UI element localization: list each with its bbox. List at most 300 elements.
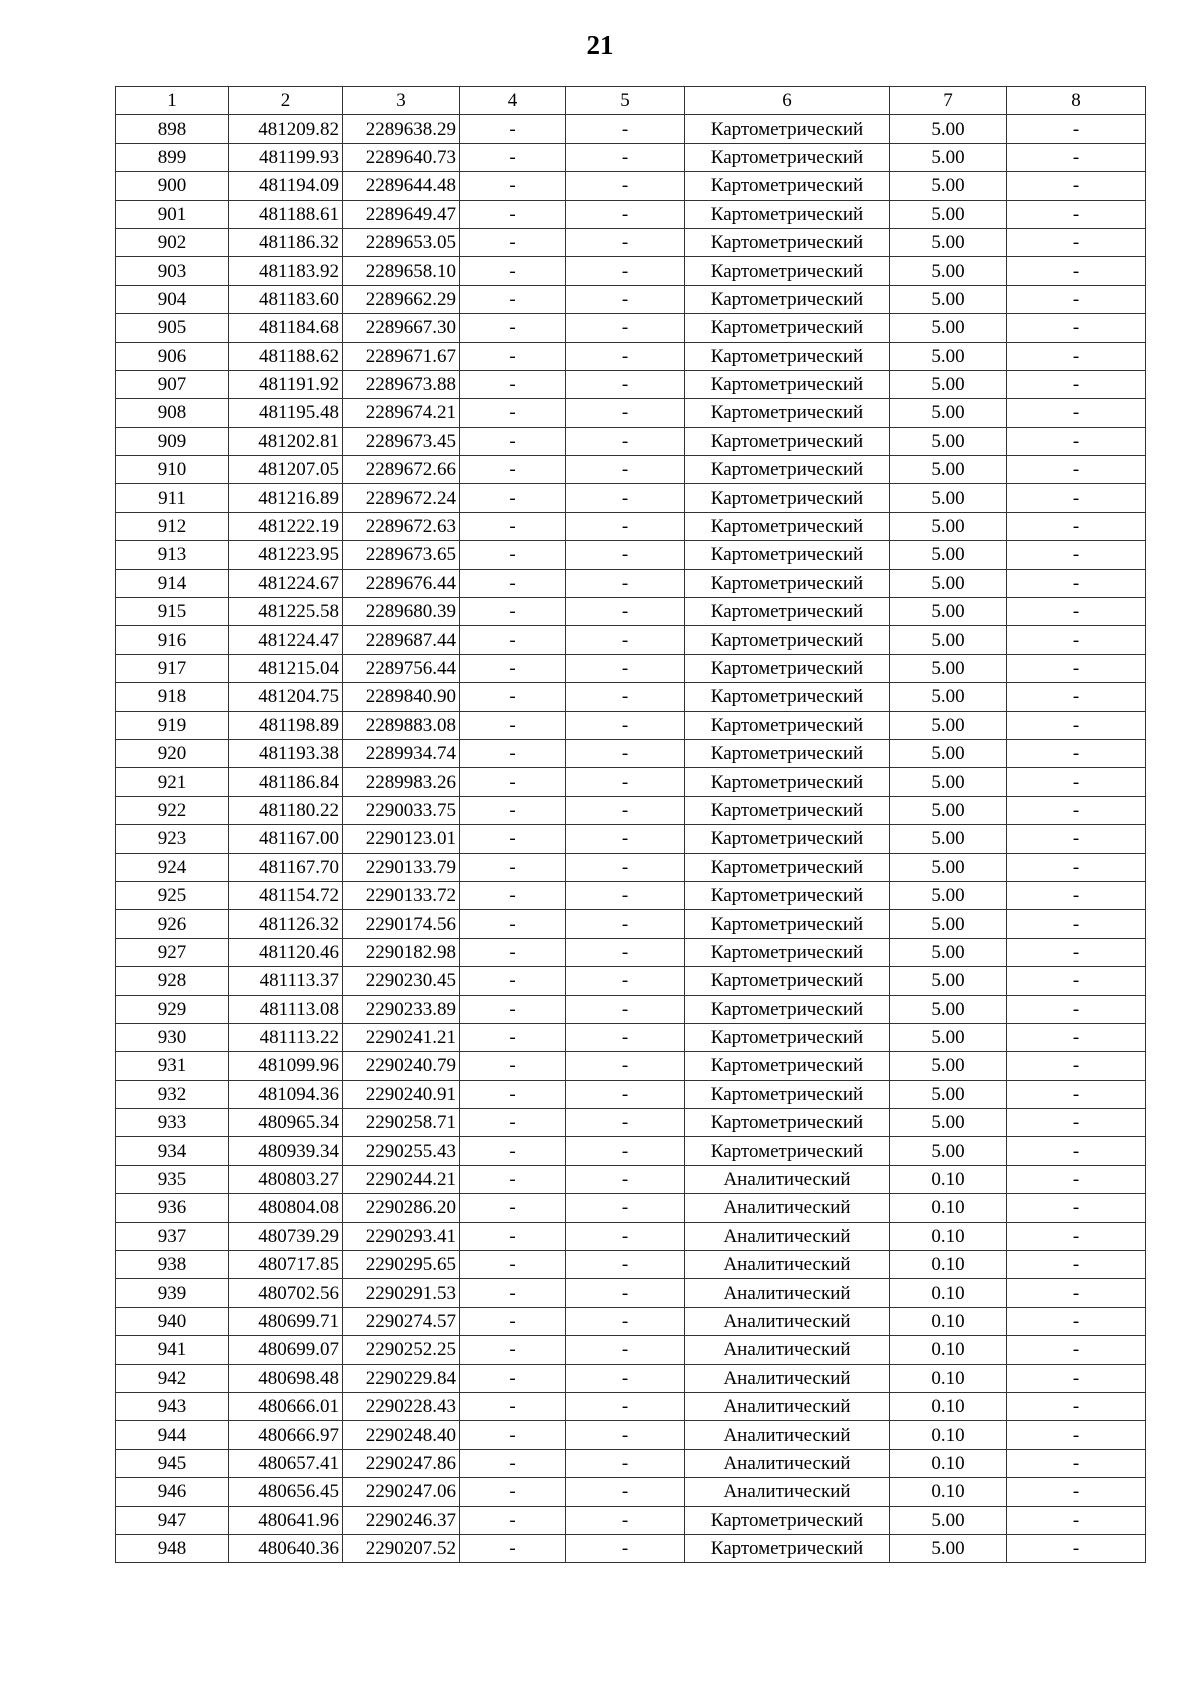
cell-col-8: - [1007, 938, 1146, 966]
cell-col-8: - [1007, 200, 1146, 228]
cell-point-number: 905 [116, 314, 229, 342]
cell-method: Аналитический [685, 1364, 890, 1392]
cell-col-4: - [460, 881, 566, 909]
table-row [116, 1364, 1146, 1392]
cell-coord-y: 2290228.43 [343, 1392, 460, 1420]
cell-method: Картометрический [685, 115, 890, 143]
cell-coord-x: 480717.85 [229, 1251, 343, 1279]
cell-coord-x: 481180.22 [229, 796, 343, 824]
cell-col-5: - [566, 1534, 685, 1562]
cell-point-number: 913 [116, 541, 229, 569]
cell-col-8: - [1007, 456, 1146, 484]
cell-col-4: - [460, 1194, 566, 1222]
cell-col-8: - [1007, 172, 1146, 200]
cell-coord-x: 480698.48 [229, 1364, 343, 1392]
cell-col-4: - [460, 654, 566, 682]
cell-method: Картометрический [685, 314, 890, 342]
cell-accuracy: 0.10 [890, 1421, 1007, 1449]
cell-col-5: - [566, 1052, 685, 1080]
cell-col-5: - [566, 143, 685, 171]
cell-col-5: - [566, 825, 685, 853]
cell-point-number: 948 [116, 1534, 229, 1562]
cell-coord-y: 2289687.44 [343, 626, 460, 654]
cell-coord-x: 481183.60 [229, 285, 343, 313]
cell-accuracy: 5.00 [890, 314, 1007, 342]
cell-col-8: - [1007, 598, 1146, 626]
table-row [116, 200, 1146, 228]
cell-col-4: - [460, 342, 566, 370]
cell-method: Картометрический [685, 796, 890, 824]
table-row [116, 1506, 1146, 1534]
cell-col-5: - [566, 257, 685, 285]
cell-coord-y: 2289672.63 [343, 512, 460, 540]
cell-col-4: - [460, 115, 566, 143]
column-header-3: 3 [343, 87, 460, 115]
cell-coord-x: 481224.47 [229, 626, 343, 654]
cell-accuracy: 5.00 [890, 257, 1007, 285]
cell-coord-x: 481215.04 [229, 654, 343, 682]
cell-col-4: - [460, 1109, 566, 1137]
cell-point-number: 946 [116, 1478, 229, 1506]
cell-accuracy: 5.00 [890, 541, 1007, 569]
cell-coord-x: 481167.70 [229, 853, 343, 881]
table-row [116, 1052, 1146, 1080]
table-row [116, 541, 1146, 569]
cell-col-4: - [460, 796, 566, 824]
cell-method: Аналитический [685, 1279, 890, 1307]
cell-coord-x: 481120.46 [229, 938, 343, 966]
table-row [116, 881, 1146, 909]
cell-col-5: - [566, 711, 685, 739]
cell-point-number: 925 [116, 881, 229, 909]
cell-coord-x: 481188.62 [229, 342, 343, 370]
cell-col-5: - [566, 796, 685, 824]
cell-coord-x: 481195.48 [229, 399, 343, 427]
cell-col-5: - [566, 853, 685, 881]
cell-col-8: - [1007, 257, 1146, 285]
cell-accuracy: 5.00 [890, 1109, 1007, 1137]
cell-accuracy: 0.10 [890, 1165, 1007, 1193]
cell-col-8: - [1007, 1478, 1146, 1506]
cell-method: Картометрический [685, 569, 890, 597]
cell-coord-y: 2289934.74 [343, 739, 460, 767]
cell-col-4: - [460, 399, 566, 427]
cell-method: Картометрический [685, 938, 890, 966]
cell-accuracy: 5.00 [890, 342, 1007, 370]
cell-method: Картометрический [685, 228, 890, 256]
cell-point-number: 919 [116, 711, 229, 739]
cell-col-8: - [1007, 683, 1146, 711]
cell-accuracy: 5.00 [890, 853, 1007, 881]
cell-col-4: - [460, 598, 566, 626]
cell-col-5: - [566, 1307, 685, 1335]
cell-col-4: - [460, 1449, 566, 1477]
cell-method: Аналитический [685, 1478, 890, 1506]
cell-col-8: - [1007, 711, 1146, 739]
cell-col-8: - [1007, 1534, 1146, 1562]
cell-method: Аналитический [685, 1165, 890, 1193]
cell-coord-y: 2290255.43 [343, 1137, 460, 1165]
cell-method: Картометрический [685, 853, 890, 881]
cell-method: Картометрический [685, 825, 890, 853]
table-row [116, 484, 1146, 512]
table-row [116, 796, 1146, 824]
cell-col-5: - [566, 1137, 685, 1165]
cell-coord-x: 481202.81 [229, 427, 343, 455]
cell-point-number: 931 [116, 1052, 229, 1080]
cell-col-4: - [460, 626, 566, 654]
cell-point-number: 911 [116, 484, 229, 512]
cell-method: Картометрический [685, 484, 890, 512]
cell-col-4: - [460, 967, 566, 995]
cell-accuracy: 5.00 [890, 654, 1007, 682]
cell-point-number: 936 [116, 1194, 229, 1222]
cell-accuracy: 0.10 [890, 1279, 1007, 1307]
cell-method: Картометрический [685, 598, 890, 626]
cell-col-5: - [566, 172, 685, 200]
cell-col-5: - [566, 910, 685, 938]
cell-method: Картометрический [685, 172, 890, 200]
cell-coord-y: 2290133.72 [343, 881, 460, 909]
cell-method: Аналитический [685, 1392, 890, 1420]
cell-coord-y: 2289662.29 [343, 285, 460, 313]
cell-col-5: - [566, 739, 685, 767]
table-row [116, 342, 1146, 370]
cell-accuracy: 5.00 [890, 796, 1007, 824]
table-row [116, 910, 1146, 938]
cell-coord-y: 2290229.84 [343, 1364, 460, 1392]
cell-col-4: - [460, 1080, 566, 1108]
cell-point-number: 921 [116, 768, 229, 796]
cell-col-8: - [1007, 881, 1146, 909]
cell-point-number: 922 [116, 796, 229, 824]
cell-col-8: - [1007, 143, 1146, 171]
header-row [116, 87, 1146, 115]
cell-coord-x: 481099.96 [229, 1052, 343, 1080]
cell-col-8: - [1007, 115, 1146, 143]
cell-method: Картометрический [685, 739, 890, 767]
cell-coord-y: 2290247.86 [343, 1449, 460, 1477]
cell-col-5: - [566, 541, 685, 569]
cell-method: Картометрический [685, 1506, 890, 1534]
cell-accuracy: 0.10 [890, 1194, 1007, 1222]
cell-accuracy: 5.00 [890, 456, 1007, 484]
cell-coord-x: 481186.32 [229, 228, 343, 256]
table-row [116, 228, 1146, 256]
cell-method: Аналитический [685, 1421, 890, 1449]
cell-col-8: - [1007, 1307, 1146, 1335]
cell-col-4: - [460, 1137, 566, 1165]
cell-col-8: - [1007, 1279, 1146, 1307]
cell-coord-x: 480702.56 [229, 1279, 343, 1307]
cell-col-5: - [566, 995, 685, 1023]
cell-accuracy: 5.00 [890, 399, 1007, 427]
cell-col-8: - [1007, 569, 1146, 597]
cell-point-number: 934 [116, 1137, 229, 1165]
cell-method: Картометрический [685, 370, 890, 398]
table-row [116, 1251, 1146, 1279]
cell-coord-y: 2289667.30 [343, 314, 460, 342]
cell-col-5: - [566, 881, 685, 909]
cell-coord-x: 481199.93 [229, 143, 343, 171]
cell-col-8: - [1007, 399, 1146, 427]
cell-point-number: 898 [116, 115, 229, 143]
cell-accuracy: 5.00 [890, 484, 1007, 512]
cell-col-4: - [460, 768, 566, 796]
cell-col-8: - [1007, 1109, 1146, 1137]
cell-point-number: 928 [116, 967, 229, 995]
cell-accuracy: 5.00 [890, 1080, 1007, 1108]
cell-col-8: - [1007, 1052, 1146, 1080]
cell-coord-y: 2289840.90 [343, 683, 460, 711]
table-row [116, 143, 1146, 171]
cell-accuracy: 5.00 [890, 967, 1007, 995]
cell-col-4: - [460, 938, 566, 966]
cell-method: Картометрический [685, 881, 890, 909]
table-row [116, 1449, 1146, 1477]
cell-col-8: - [1007, 1023, 1146, 1051]
cell-point-number: 947 [116, 1506, 229, 1534]
cell-accuracy: 5.00 [890, 1534, 1007, 1562]
cell-coord-x: 480656.45 [229, 1478, 343, 1506]
cell-col-8: - [1007, 285, 1146, 313]
table-row [116, 1023, 1146, 1051]
cell-coord-x: 481216.89 [229, 484, 343, 512]
cell-col-8: - [1007, 654, 1146, 682]
cell-point-number: 939 [116, 1279, 229, 1307]
cell-col-8: - [1007, 1165, 1146, 1193]
cell-accuracy: 5.00 [890, 512, 1007, 540]
cell-accuracy: 0.10 [890, 1336, 1007, 1364]
cell-col-4: - [460, 427, 566, 455]
cell-col-5: - [566, 654, 685, 682]
cell-coord-x: 481193.38 [229, 739, 343, 767]
cell-col-5: - [566, 1279, 685, 1307]
cell-point-number: 915 [116, 598, 229, 626]
cell-col-8: - [1007, 1251, 1146, 1279]
cell-coord-y: 2290286.20 [343, 1194, 460, 1222]
cell-point-number: 901 [116, 200, 229, 228]
cell-point-number: 935 [116, 1165, 229, 1193]
table-row [116, 427, 1146, 455]
cell-col-8: - [1007, 1336, 1146, 1364]
cell-accuracy: 5.00 [890, 569, 1007, 597]
cell-col-4: - [460, 314, 566, 342]
table-row [116, 1080, 1146, 1108]
table-row [116, 172, 1146, 200]
cell-accuracy: 5.00 [890, 370, 1007, 398]
cell-point-number: 933 [116, 1109, 229, 1137]
cell-col-4: - [460, 512, 566, 540]
cell-coord-y: 2290247.06 [343, 1478, 460, 1506]
cell-accuracy: 0.10 [890, 1222, 1007, 1250]
cell-accuracy: 5.00 [890, 228, 1007, 256]
table-row [116, 711, 1146, 739]
cell-col-4: - [460, 456, 566, 484]
table-row [116, 399, 1146, 427]
cell-coord-y: 2290248.40 [343, 1421, 460, 1449]
cell-col-4: - [460, 285, 566, 313]
cell-col-5: - [566, 1364, 685, 1392]
cell-coord-x: 481209.82 [229, 115, 343, 143]
cell-method: Картометрический [685, 1080, 890, 1108]
table-row [116, 825, 1146, 853]
cell-coord-x: 481225.58 [229, 598, 343, 626]
cell-coord-y: 2289983.26 [343, 768, 460, 796]
cell-coord-y: 2290241.21 [343, 1023, 460, 1051]
cell-col-8: - [1007, 342, 1146, 370]
cell-col-8: - [1007, 512, 1146, 540]
cell-accuracy: 5.00 [890, 739, 1007, 767]
cell-coord-x: 481186.84 [229, 768, 343, 796]
cell-method: Картометрический [685, 1109, 890, 1137]
cell-coord-x: 481167.00 [229, 825, 343, 853]
cell-coord-x: 481223.95 [229, 541, 343, 569]
cell-method: Картометрический [685, 512, 890, 540]
cell-accuracy: 5.00 [890, 768, 1007, 796]
cell-col-8: - [1007, 1506, 1146, 1534]
cell-col-8: - [1007, 910, 1146, 938]
cell-col-5: - [566, 342, 685, 370]
cell-col-4: - [460, 853, 566, 881]
cell-col-4: - [460, 172, 566, 200]
cell-col-8: - [1007, 1364, 1146, 1392]
cell-point-number: 938 [116, 1251, 229, 1279]
table-row [116, 1165, 1146, 1193]
cell-point-number: 910 [116, 456, 229, 484]
cell-accuracy: 5.00 [890, 1506, 1007, 1534]
cell-col-4: - [460, 711, 566, 739]
cell-accuracy: 5.00 [890, 711, 1007, 739]
cell-col-8: - [1007, 995, 1146, 1023]
cell-coord-y: 2290230.45 [343, 967, 460, 995]
cell-col-4: - [460, 569, 566, 597]
cell-coord-x: 481113.22 [229, 1023, 343, 1051]
cell-col-5: - [566, 1080, 685, 1108]
cell-coord-y: 2289674.21 [343, 399, 460, 427]
cell-coord-y: 2290291.53 [343, 1279, 460, 1307]
cell-coord-y: 2290033.75 [343, 796, 460, 824]
cell-accuracy: 0.10 [890, 1364, 1007, 1392]
table-row [116, 598, 1146, 626]
cell-method: Картометрический [685, 654, 890, 682]
cell-point-number: 932 [116, 1080, 229, 1108]
coordinates-table [115, 86, 1146, 1563]
table-row [116, 995, 1146, 1023]
cell-point-number: 916 [116, 626, 229, 654]
column-header-8: 8 [1007, 87, 1146, 115]
cell-coord-x: 481154.72 [229, 881, 343, 909]
cell-col-5: - [566, 1449, 685, 1477]
cell-col-5: - [566, 370, 685, 398]
cell-accuracy: 5.00 [890, 200, 1007, 228]
cell-method: Картометрический [685, 342, 890, 370]
cell-col-8: - [1007, 484, 1146, 512]
cell-col-5: - [566, 399, 685, 427]
cell-coord-y: 2289672.66 [343, 456, 460, 484]
cell-coord-y: 2289644.48 [343, 172, 460, 200]
cell-point-number: 918 [116, 683, 229, 711]
table-row [116, 1307, 1146, 1335]
cell-coord-y: 2289673.65 [343, 541, 460, 569]
cell-method: Картометрический [685, 910, 890, 938]
cell-method: Картометрический [685, 711, 890, 739]
cell-coord-x: 481207.05 [229, 456, 343, 484]
cell-col-5: - [566, 1194, 685, 1222]
table-row [116, 1279, 1146, 1307]
cell-col-5: - [566, 1506, 685, 1534]
table-row [116, 1478, 1146, 1506]
cell-col-4: - [460, 1421, 566, 1449]
cell-col-4: - [460, 1023, 566, 1051]
cell-col-5: - [566, 115, 685, 143]
cell-coord-x: 480965.34 [229, 1109, 343, 1137]
cell-coord-x: 481113.37 [229, 967, 343, 995]
cell-col-5: - [566, 768, 685, 796]
table-row [116, 1336, 1146, 1364]
cell-point-number: 907 [116, 370, 229, 398]
column-header-1: 1 [116, 87, 229, 115]
cell-method: Картометрический [685, 967, 890, 995]
cell-coord-y: 2290258.71 [343, 1109, 460, 1137]
cell-col-8: - [1007, 1080, 1146, 1108]
cell-col-4: - [460, 1364, 566, 1392]
cell-accuracy: 5.00 [890, 626, 1007, 654]
cell-col-5: - [566, 967, 685, 995]
table-row [116, 739, 1146, 767]
cell-coord-y: 2290293.41 [343, 1222, 460, 1250]
cell-col-4: - [460, 1392, 566, 1420]
table-row [116, 853, 1146, 881]
cell-coord-y: 2290252.25 [343, 1336, 460, 1364]
cell-method: Картометрический [685, 683, 890, 711]
cell-col-4: - [460, 541, 566, 569]
table-row [116, 1392, 1146, 1420]
cell-col-5: - [566, 1478, 685, 1506]
cell-coord-x: 481184.68 [229, 314, 343, 342]
cell-point-number: 900 [116, 172, 229, 200]
table-row [116, 1421, 1146, 1449]
cell-coord-y: 2289676.44 [343, 569, 460, 597]
cell-col-5: - [566, 1023, 685, 1051]
cell-coord-y: 2290123.01 [343, 825, 460, 853]
cell-coord-y: 2289883.08 [343, 711, 460, 739]
table-row [116, 967, 1146, 995]
cell-point-number: 920 [116, 739, 229, 767]
cell-point-number: 909 [116, 427, 229, 455]
cell-method: Аналитический [685, 1194, 890, 1222]
cell-accuracy: 0.10 [890, 1307, 1007, 1335]
cell-col-8: - [1007, 370, 1146, 398]
cell-coord-x: 481183.92 [229, 257, 343, 285]
cell-col-4: - [460, 1279, 566, 1307]
cell-coord-y: 2289756.44 [343, 654, 460, 682]
cell-coord-x: 481191.92 [229, 370, 343, 398]
cell-coord-y: 2290207.52 [343, 1534, 460, 1562]
table-row [116, 569, 1146, 597]
cell-col-4: - [460, 143, 566, 171]
cell-col-4: - [460, 1307, 566, 1335]
table-row [116, 1194, 1146, 1222]
cell-coord-y: 2289649.47 [343, 200, 460, 228]
cell-col-8: - [1007, 626, 1146, 654]
cell-point-number: 940 [116, 1307, 229, 1335]
cell-col-5: - [566, 1421, 685, 1449]
cell-method: Картометрический [685, 1023, 890, 1051]
table-row [116, 1137, 1146, 1165]
cell-col-4: - [460, 1478, 566, 1506]
cell-accuracy: 5.00 [890, 1052, 1007, 1080]
